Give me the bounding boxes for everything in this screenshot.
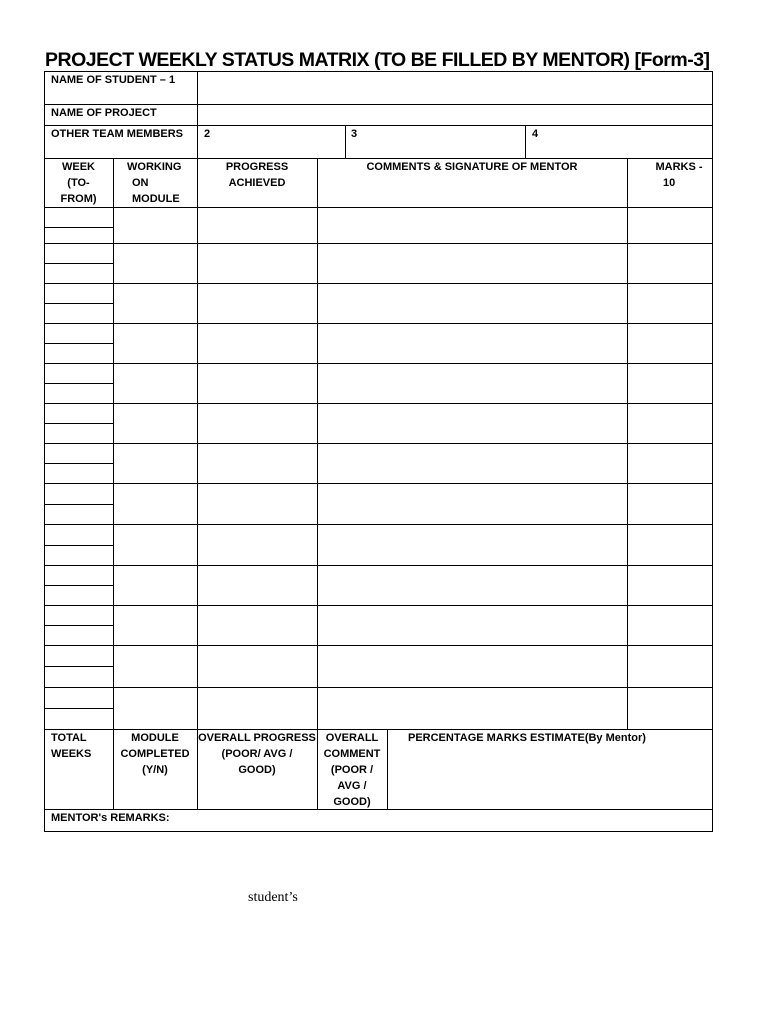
progress-header-line2: ACHIEVED [228,177,286,189]
week-subrow-line [44,585,113,586]
week-row-line [44,243,713,244]
progress-header-line1: PROGRESS [225,161,289,173]
week-subrow-line [44,504,113,505]
week-row-line [44,483,713,484]
week-subrow-line [44,227,113,228]
overall-comment-line1: OVERALL [325,732,379,744]
total-weeks-line1: TOTAL [51,732,87,744]
week-subrow-line [44,545,113,546]
overall-progress-line2: (POOR/ AVG / [221,748,293,760]
week-row-line [44,687,713,688]
working-header-line2: ON [132,177,149,189]
week-subrow-line [44,383,113,384]
project-name-field[interactable] [198,105,712,125]
working-header-line3: MODULE [132,193,180,205]
week-row-line [44,283,713,284]
marks-header-line1: MARKS - [655,161,703,173]
overall-comment-line3: (POOR / [330,764,374,776]
project-name-label: NAME OF PROJECT [51,107,157,119]
working-header-line1: WORKING [127,161,182,173]
week-row-line [44,323,713,324]
week-row-line [44,363,713,364]
module-completed-line1: MODULE [131,732,179,744]
week-row-line [44,524,713,525]
week-row-line [44,645,713,646]
week-subrow-line [44,625,113,626]
team-member-4-label: 4 [532,128,539,140]
module-completed-line3: (Y/N) [142,764,168,776]
team-member-2-label: 2 [204,128,211,140]
comments-header: COMMENTS & SIGNATURE OF MENTOR [366,161,578,173]
overall-progress-line3: GOOD) [238,764,276,776]
footer-text: student’s [248,890,298,905]
header-bottom-line [44,207,713,208]
week-row-line [44,443,713,444]
week-subrow-line [44,463,113,464]
week-subrow-line [44,343,113,344]
week-subrow-line [44,303,113,304]
overall-comment-line2: COMMENT [323,748,381,760]
week-header-line3: FROM) [60,193,97,205]
week-subrow-line [44,666,113,667]
col-divider [525,125,526,158]
mentor-remarks-field[interactable] [180,810,712,831]
week-row-line [44,605,713,606]
mentor-remarks-label: MENTOR's REMARKS: [51,812,170,824]
team-members-label: OTHER TEAM MEMBERS [51,128,183,140]
week-row-line [44,403,713,404]
module-completed-line2: COMPLETED [120,748,190,760]
week-subrow-line [44,708,113,709]
team-member-3-label: 3 [351,128,358,140]
overall-progress-line1: OVERALL PROGRESS [198,732,316,744]
week-header-line2: (TO- [67,177,90,189]
marks-header-line2: 10 [663,177,676,189]
student-name-field[interactable] [198,72,712,104]
total-weeks-line2: WEEKS [51,748,92,760]
percentage-marks-label: PERCENTAGE MARKS ESTIMATE(By Mentor) [408,732,646,744]
student-name-label: NAME OF STUDENT – 1 [51,74,176,86]
week-header-line1: WEEK [62,161,95,173]
overall-comment-line4: AVG / [337,780,367,792]
week-row-line [44,565,713,566]
form-title: PROJECT WEEKLY STATUS MATRIX (TO BE FILLED BY MENTOR) [Form-3] [45,49,710,71]
week-subrow-line [44,263,113,264]
col-divider [345,125,346,158]
overall-comment-line5: GOOD) [333,796,371,808]
col-divider [387,729,388,809]
week-subrow-line [44,423,113,424]
